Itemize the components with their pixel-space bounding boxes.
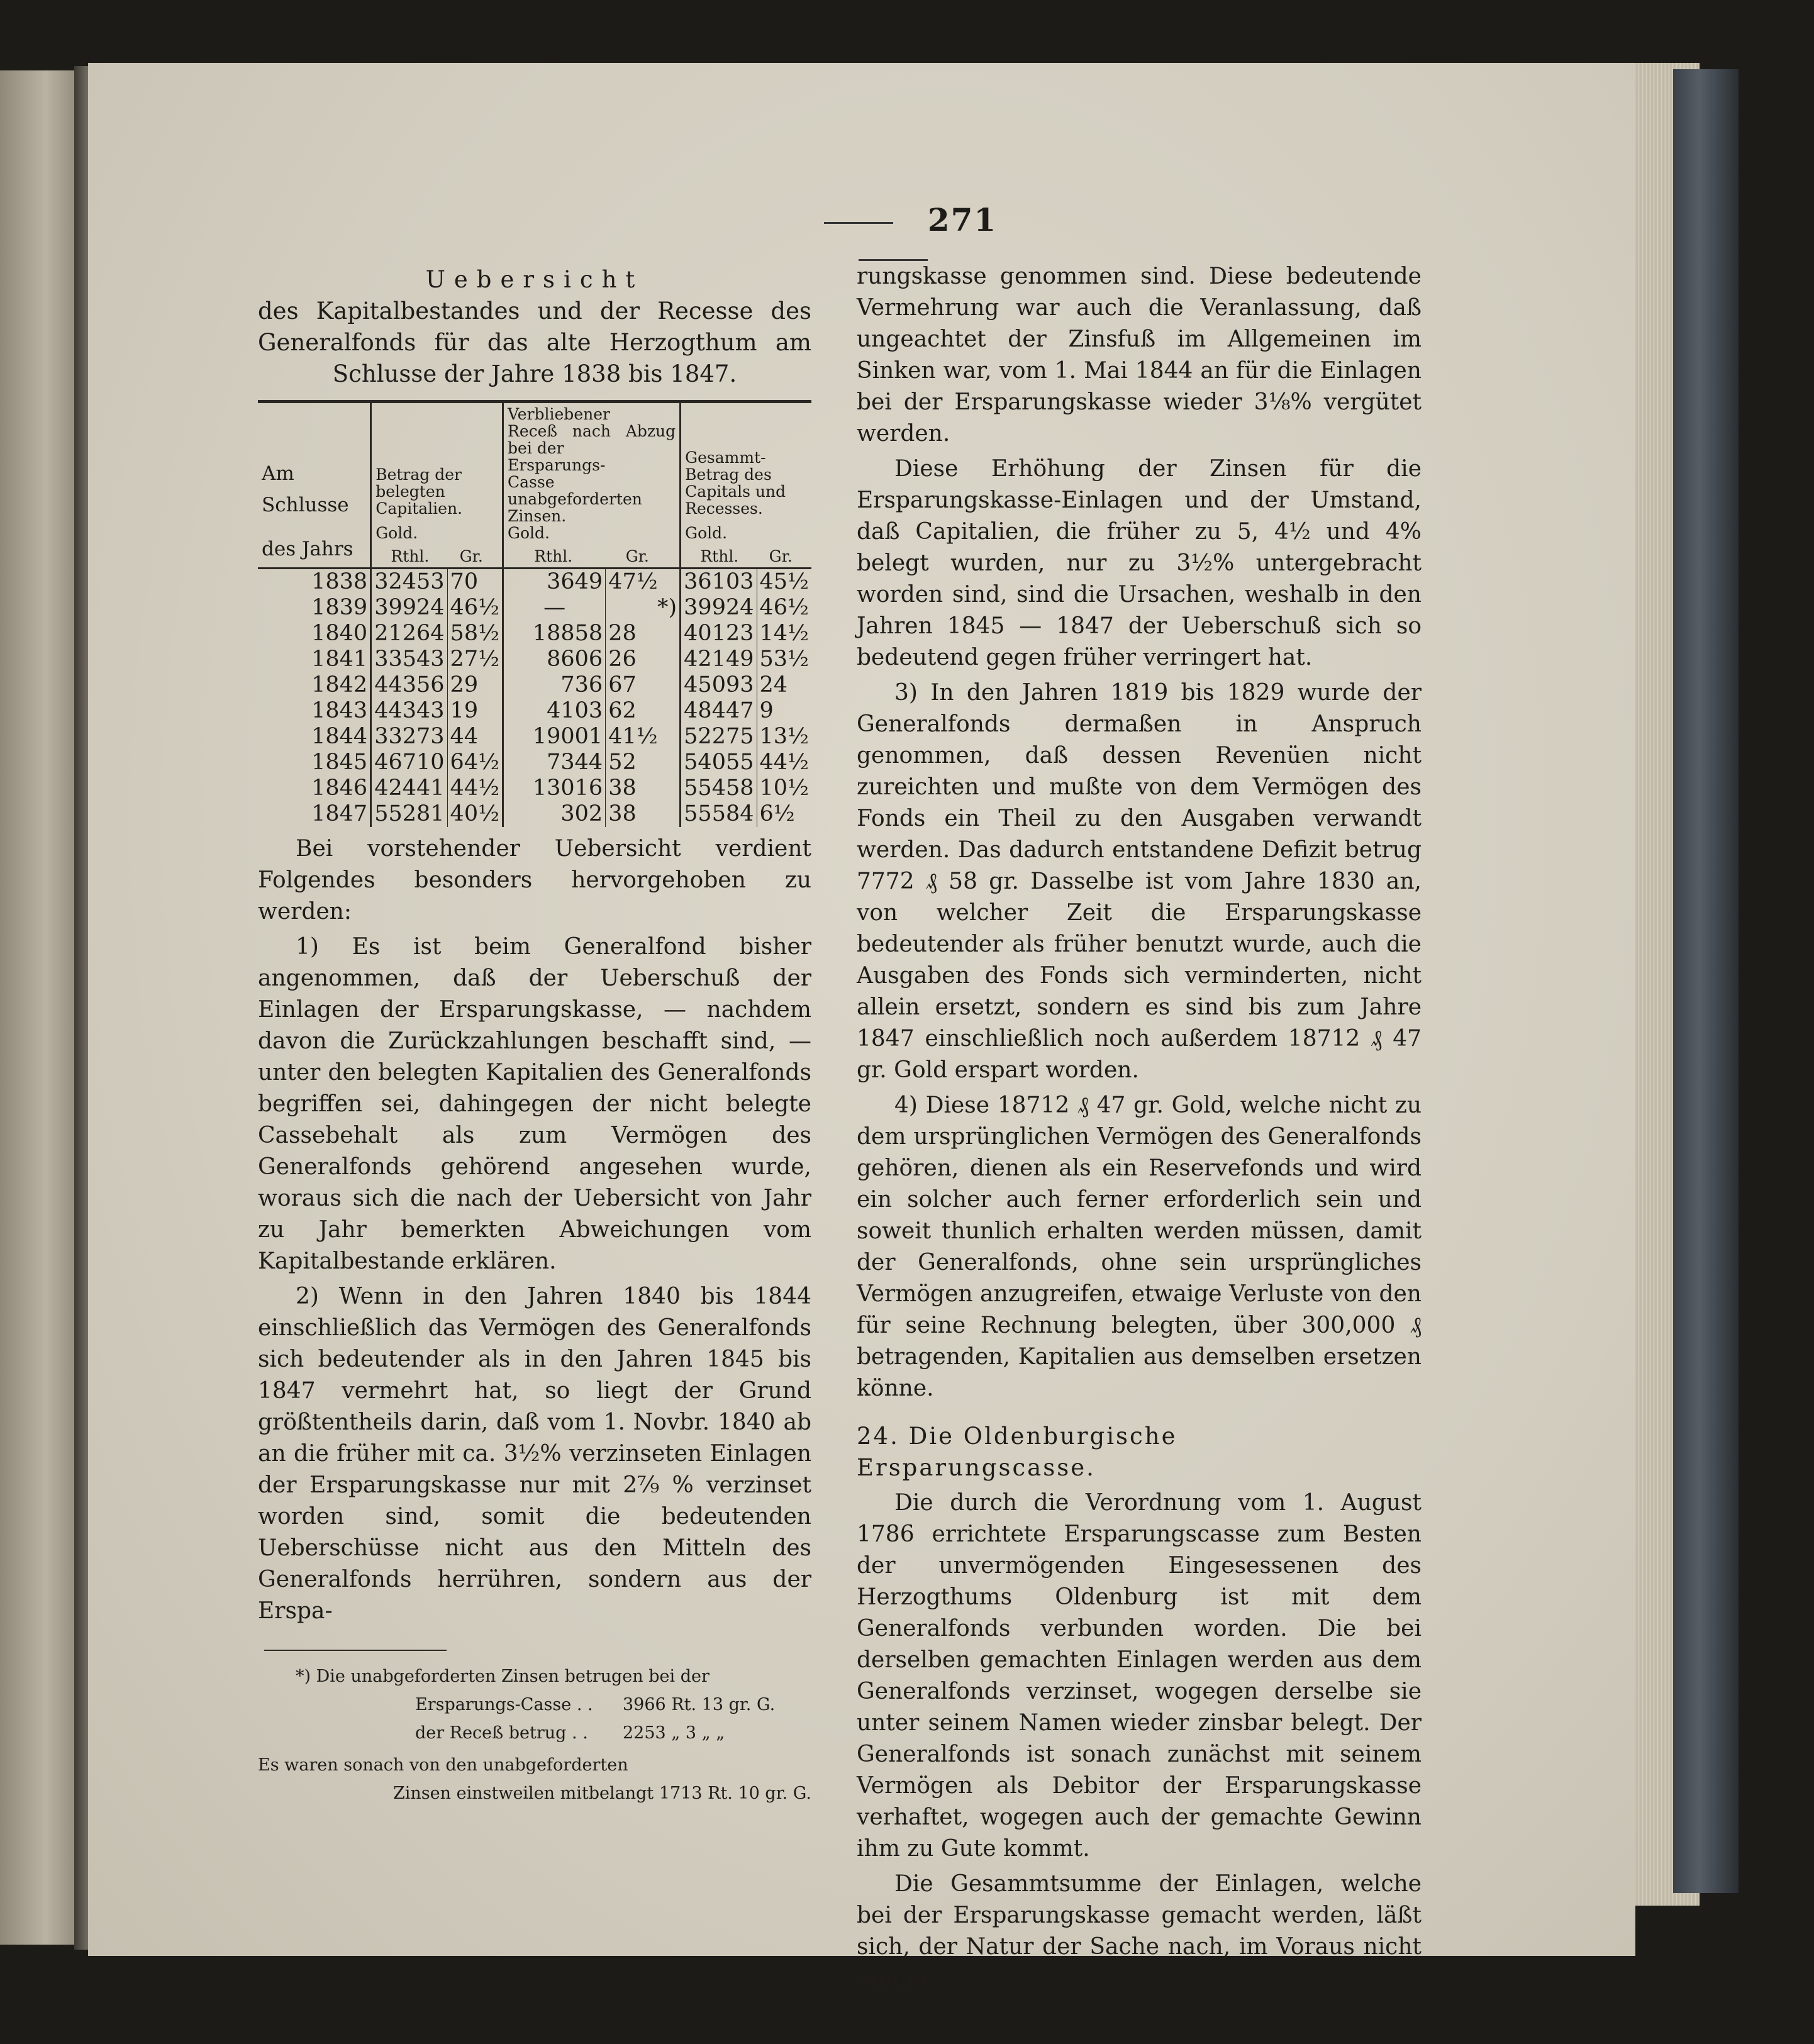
col2-units [508, 542, 676, 565]
cell-year: 1839 [311, 595, 368, 620]
cell-c1g: 70 [447, 569, 503, 596]
cell-c3g: 13½ [757, 724, 811, 750]
cell-c2g: 62 [606, 698, 681, 724]
capital-table [258, 403, 811, 827]
footnote-line1: *) Die unabgeforderten Zinsen betrugen bei der [296, 1667, 709, 1686]
right-paragraph: rungskasse genommen sind. Diese bedeutende Vermehrung war auch die Veranlassung, daß ungeachtet der Zinsfuß im Allgemeinen im Sinken war, vom 1. Mai 1844 an für die Einlagen bei der Ersparungskasse wieder 3⅛% vergütet werden. [857, 264, 1422, 447]
col2-header-line5: Zinsen. [508, 507, 567, 525]
cell-c3g: 53½ [757, 647, 811, 672]
table-row [258, 621, 811, 647]
col2-header-line6: Gold. [508, 524, 550, 542]
cell-year: 1847 [311, 801, 368, 826]
table-header-row [258, 403, 811, 569]
cell-c3g: 6½ [757, 801, 811, 827]
cell-c2r: 13016 [503, 775, 606, 801]
left-paragraph: 1) Es ist beim Generalfond bisher angenommen, daß der Ueberschuß der Einlagen der Ersparungskasse, — nachdem davon die Zurückzahlungen beschafft sind, — unter den belegten Kapitalien des Generalfonds begriffen sei, dahingegen der nicht belegte Cassebehalt als zum Vermögen des Generalfonds gehörend angesehen wurde, woraus sich die nach der Uebersicht von Jahr zu Jahr bemerkten Abweichungen vom Kapitalbestande erklären. [258, 934, 811, 1274]
year-header [258, 403, 371, 569]
cell-c1r: 42441 [371, 775, 447, 801]
cell-c1g: 27½ [447, 647, 503, 672]
book-cover [1673, 69, 1739, 1893]
title-body: des Kapitalbestandes und der Recesse des Generalfonds für das alte Herzogthum am Schlusse der Jahre 1838 bis 1847. [258, 297, 811, 387]
col1-header-line3: Capitalien. [376, 499, 463, 518]
cell-c3r: 39924 [681, 595, 757, 621]
col1-units [376, 542, 498, 565]
cell-c1g: 19 [447, 698, 503, 724]
cell-year: 1843 [311, 698, 368, 723]
cell-year: 1840 [311, 621, 368, 646]
unit-gr-1: Gr. [459, 547, 483, 565]
left-column [258, 264, 811, 1808]
col3-units [685, 542, 808, 565]
col3-header [681, 403, 811, 569]
cell-year: 1841 [311, 647, 368, 672]
table-title [258, 264, 811, 390]
cell-c1g: 44½ [447, 775, 503, 801]
cell-c1r: 46710 [371, 750, 447, 775]
cell-c3r: 55584 [681, 801, 757, 827]
col3-header-line5: Gold. [685, 524, 728, 542]
footnote-row2 [258, 1691, 811, 1719]
footnote-row3-label: der Receß betrug . . [415, 1723, 588, 1743]
cell-c2g: 41½ [606, 724, 681, 750]
header-dash-left [824, 222, 893, 224]
cell-c1g: 29 [447, 672, 503, 698]
table-row [258, 801, 811, 827]
cell-c3r: 45093 [681, 672, 757, 698]
unit-rthl-2: Rthl. [534, 547, 573, 565]
footnote-rule [264, 1650, 447, 1651]
cell-c1r: 32453 [371, 569, 447, 596]
cell-c1g: 40½ [447, 801, 503, 827]
title-spaced: Uebersicht [425, 266, 644, 293]
cell-c3r: 52275 [681, 724, 757, 750]
cell-c3r: 40123 [681, 621, 757, 647]
facing-page-edge [0, 70, 83, 1945]
footnote-row2-label: Ersparungs-Casse . . [415, 1695, 593, 1714]
footnote-line4: Es waren sonach von den unabgeforderten [258, 1755, 628, 1775]
cell-c2r: 8606 [503, 647, 606, 672]
cell-c2g: 47½ [606, 569, 681, 596]
table-row [258, 750, 811, 775]
cell-c1g: 64½ [447, 750, 503, 775]
cell-c3g: 9 [757, 698, 811, 724]
cell-c2g: 38 [606, 801, 681, 827]
section-heading: 24. Die Oldenburgische Ersparungscasse. [857, 1423, 1177, 1481]
cell-c1g: 58½ [447, 621, 503, 647]
cell-c3r: 36103 [681, 569, 757, 596]
table-row [258, 569, 811, 596]
cell-c3g: 46½ [757, 595, 811, 621]
cell-c3g: 14½ [757, 621, 811, 647]
cell-c1g: 44 [447, 724, 503, 750]
table-row [258, 647, 811, 672]
right-column [857, 261, 1422, 1994]
cell-c3g: 44½ [757, 750, 811, 775]
footnote-row2-value: 3966 Rt. 13 gr. G. [623, 1695, 776, 1714]
col1-header-line2: belegten [376, 482, 445, 501]
cell-c3r: 42149 [681, 647, 757, 672]
cell-c1r: 33273 [371, 724, 447, 750]
footnote-row3-value: 2253 „ 3 „ „ [623, 1723, 725, 1743]
cell-c1r: 39924 [371, 595, 447, 621]
page-number: 271 [927, 201, 998, 238]
book-page [88, 63, 1635, 1991]
right-paragraph: 4) Diese 18712 ₰ 47 gr. Gold, welche nicht zu dem ursprünglichen Vermögen des Generalfonds gehören, dienen als ein Reservefonds und wird ein solcher auch ferner erforderlich sein und soweit thunlich erhalten werden müssen, damit der Generalfonds, ohne sein ursprüngliches Vermögen anzugreifen, etwaige Verluste von den für seine Rechnung belegten, über 300,000 ₰ betragenden, Kapitalien aus demselben ersetzen könne. [857, 1092, 1422, 1401]
cell-c2r: 18858 [503, 621, 606, 647]
left-paragraph: 2) Wenn in den Jahren 1840 bis 1844 einschließlich das Vermögen des Generalfonds sich bedeutender als in den Jahren 1845 bis 1847 vermehrt hat, so liegt der Grund größtentheils darin, daß vom 1. Novbr. 1840 ab an die früher mit ca. 3½% verzinseten Einlagen der Ersparungskasse nur mit 2⁷⁄₉ % verzinset worden sind, somit die bedeutenden Ueberschüsse nicht aus den Mitteln des Generalfonds herrühren, sondern aus der Erspa- [258, 1284, 811, 1624]
table-row [258, 775, 811, 801]
cell-c2g: 38 [606, 775, 681, 801]
cell-c2r: 7344 [503, 750, 606, 775]
col3-header-line1: Gesammt- [685, 448, 766, 467]
unit-rthl-3: Rthl. [700, 547, 739, 565]
footnote [258, 1662, 811, 1808]
right-paragraph: Die durch die Verordnung vom 1. August 1786 errichtete Ersparungscasse zum Besten der unvermögenden Eingesessenen des Herzogthums Oldenburg ist mit dem Generalfonds verbunden worden. Die bei derselben gemachten Einlagen werden aus dem Generalfonds verzinset, wogegen derselbe sie unter seinem Namen wieder zinsbar belegt. Der Generalfonds ist sonach zunächst mit seinem Vermögen als Debitor der Ersparungskasse verhaftet, wogegen auch der gemachte Gewinn ihm zu Gute kommt. [857, 1490, 1422, 1862]
cell-c1r: 21264 [371, 621, 447, 647]
col3-header-line4: Recesses. [685, 499, 763, 518]
cell-c2r: 302 [503, 801, 606, 827]
cell-c2g: *) [606, 595, 681, 621]
cell-c3r: 48447 [681, 698, 757, 724]
col3-header-line3: Capitals und [685, 482, 786, 501]
cell-c3g: 45½ [757, 569, 811, 596]
cell-c3r: 54055 [681, 750, 757, 775]
right-paragraph: Diese Erhöhung der Zinsen für die Ersparungskasse-Einlagen und der Umstand, daß Capitalien, die früher zu 5, 4½ und 4% belegt wurden, nur zu 3½% untergebracht worden sind, sind die Ursachen, weshalb in den Jahren 1845 — 1847 der Ueberschuß sich so bedeutend gegen früher verringert hat. [857, 456, 1422, 670]
cell-c3g: 24 [757, 672, 811, 698]
unit-gr-2: Gr. [625, 547, 649, 565]
col2-header [503, 403, 681, 569]
cell-c1r: 33543 [371, 647, 447, 672]
col1-header [371, 403, 503, 569]
cell-year: 1844 [311, 724, 368, 749]
cell-c2g: 52 [606, 750, 681, 775]
cell-c2g: 28 [606, 621, 681, 647]
year-header-line1: Am Schlusse [262, 462, 349, 516]
table-row [258, 724, 811, 750]
col2-header-line1: Verbliebener [508, 405, 610, 423]
col2-header-line4: Casse unabgeforderten [508, 473, 642, 508]
footnote-line5: Zinsen einstweilen mitbelangt 1713 Rt. 10 gr. G. [393, 1784, 811, 1803]
right-paragraph: Die Gesammtsumme der Einlagen, welche bei der Ersparungskasse gemacht werden, läßt sich, der Natur der Sache nach, im Voraus nicht einmal [857, 1871, 1422, 1991]
unit-gr-3: Gr. [769, 547, 793, 565]
cell-c2r: 736 [503, 672, 606, 698]
col1-header-line1: Betrag der [376, 465, 462, 484]
cell-c3g: 10½ [757, 775, 811, 801]
cell-c1r: 55281 [371, 801, 447, 827]
left-paragraph: Bei vorstehender Uebersicht verdient Folgendes besonders hervorgehoben zu werden: [258, 836, 811, 925]
cell-c2r: — [503, 595, 606, 621]
footnote-row3 [258, 1719, 811, 1747]
cell-c2r: 19001 [503, 724, 606, 750]
unit-rthl-1: Rthl. [391, 547, 430, 565]
cell-c1r: 44343 [371, 698, 447, 724]
col2-header-line3: Ersparungs- [508, 456, 606, 474]
right-paragraph: 3) In den Jahren 1819 bis 1829 wurde der Generalfonds dermaßen in Anspruch genommen, daß dessen Revenüen nicht zureichten und mußte von dem Vermögen des Fonds ein Theil zu den Ausgaben verwandt werden. Das dadurch entstandene Defizit betrug 7772 ₰ 58 gr. Dasselbe ist vom Jahre 1830 an, von welcher Zeit die Ersparungskasse bedeutender als früher benutzt wurde, auch die Ausgaben des Fonds sich verminderten, nicht allein ersetzt, sondern es sind bis zum Jahre 1847 einschließlich noch außerdem 18712 ₰ 47 gr. Gold erspart worden. [857, 680, 1422, 1083]
cell-c2g: 67 [606, 672, 681, 698]
cell-year: 1846 [311, 775, 368, 801]
cell-year: 1838 [311, 569, 368, 594]
col1-header-line4: Gold. [376, 524, 418, 542]
cell-c3r: 55458 [681, 775, 757, 801]
cell-c2r: 3649 [503, 569, 606, 596]
table-row [258, 698, 811, 724]
cell-c2r: 4103 [503, 698, 606, 724]
cell-year: 1845 [311, 750, 368, 775]
col2-header-line2: Receß nach Abzug bei der [508, 422, 676, 457]
cell-year: 1842 [311, 672, 368, 697]
table-row [258, 595, 811, 621]
table-row [258, 672, 811, 698]
year-header-line2: des Jahrs [262, 538, 353, 560]
cell-c1g: 46½ [447, 595, 503, 621]
cell-c2g: 26 [606, 647, 681, 672]
cell-c1r: 44356 [371, 672, 447, 698]
col3-header-line2: Betrag des [685, 465, 772, 484]
